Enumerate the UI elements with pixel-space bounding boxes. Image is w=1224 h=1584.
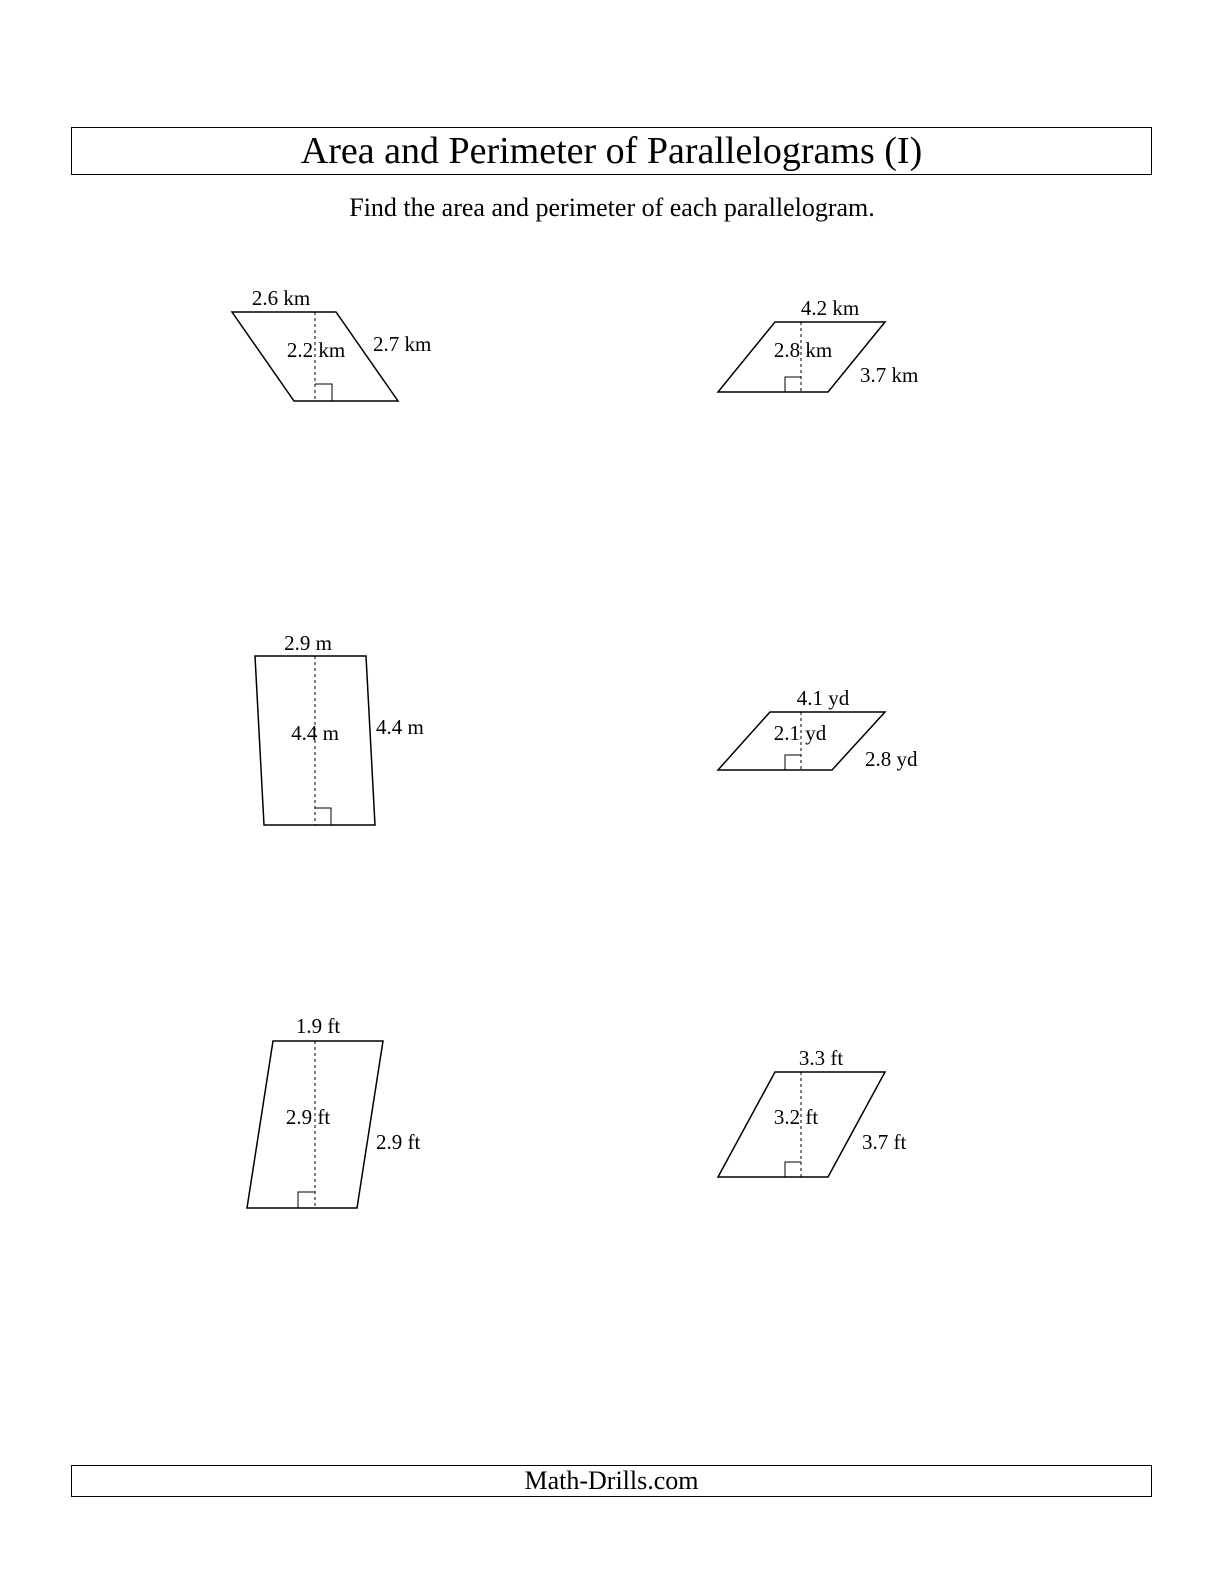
worksheet-title: Area and Perimeter of Parallelograms (I) [300, 130, 923, 172]
parallelogram-6-right-angle [785, 1162, 801, 1177]
parallelogram-4 [718, 686, 918, 771]
parallelogram-2-base-label: 4.2 km [800, 296, 860, 320]
parallelogram-4-base-label: 4.1 yd [796, 686, 850, 710]
parallelogram-1-side-label: 2.7 km [373, 332, 432, 356]
parallelogram-3-base-label: 2.9 m [284, 631, 332, 655]
parallelogram-3 [255, 631, 424, 825]
footer-site-name: Math-Drills.com [524, 1466, 699, 1495]
parallelogram-1-height-label: 2.2 km [286, 338, 346, 362]
parallelogram-6-side-label: 3.7 ft [862, 1130, 907, 1154]
parallelogram-1-right-angle [315, 384, 332, 401]
parallelogram-4-right-angle [785, 755, 801, 770]
parallelogram-5-right-angle [298, 1192, 315, 1208]
parallelogram-1 [232, 286, 431, 401]
parallelogram-3-side-label: 4.4 m [376, 715, 424, 739]
parallelogram-4-height-label: 2.1 yd [773, 721, 827, 745]
parallelogram-6-height-label: 3.2 ft [773, 1105, 819, 1129]
parallelogram-5-height-label: 2.9 ft [285, 1105, 331, 1129]
parallelogram-2-right-angle [785, 377, 801, 392]
parallelogram-5 [247, 1014, 420, 1208]
instructions: Find the area and perimeter of each parallelogram. [349, 193, 875, 222]
parallelogram-2-height-label: 2.8 km [773, 338, 833, 362]
parallelogram-5-base-label: 1.9 ft [295, 1014, 341, 1038]
footer-box [71, 1465, 1152, 1497]
parallelogram-6-base-label: 3.3 ft [798, 1046, 844, 1070]
parallelogram-3-right-angle [315, 808, 331, 825]
parallelogram-2-side-label: 3.7 km [860, 363, 919, 387]
parallelogram-6 [718, 1046, 906, 1177]
parallelogram-3-height-label: 4.4 m [291, 721, 339, 745]
parallelogram-4-side-label: 2.8 yd [865, 747, 918, 771]
parallelogram-1-base-label: 2.6 km [251, 286, 311, 310]
parallelogram-5-side-label: 2.9 ft [376, 1130, 421, 1154]
parallelogram-2 [718, 296, 918, 392]
